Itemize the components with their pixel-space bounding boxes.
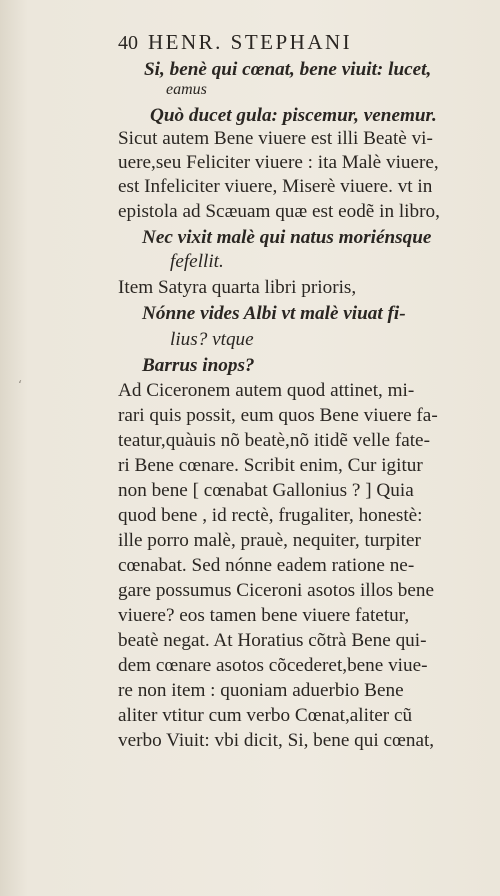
text-line: gare possumus Ciceroni asotos illos bene bbox=[118, 580, 435, 601]
running-head bbox=[118, 30, 458, 55]
text-line: verbo Viuit: vbi dicit, Si, bene qui cœnat, bbox=[118, 730, 435, 751]
verse-line: Barrus inops? bbox=[142, 355, 255, 376]
text-line: Item Satyra quarta libri prioris, bbox=[118, 277, 357, 298]
text-line: epistola ad Scæuam quæ est eodẽ in libro, bbox=[118, 201, 440, 222]
verse-line: Nónne vides Albi vt malè viuat fi- bbox=[142, 303, 406, 324]
text-line: dem cœnare asotos cõcederet,bene viue- bbox=[118, 655, 428, 676]
text-line: beatè negat. At Horatius cõtrà Bene qui- bbox=[118, 630, 427, 651]
text-line: Ad Ciceronem autem quod attinet, mi- bbox=[118, 380, 415, 401]
verse-line: Quò ducet gula: piscemur, venemur. bbox=[150, 105, 437, 126]
text-line: quod bene , id rectè, frugaliter, honestè: bbox=[118, 505, 423, 526]
text-line: uere,seu Feliciter viuere : ita Malè viuere, bbox=[118, 152, 439, 173]
verse-line: eamus bbox=[166, 81, 207, 98]
text-line: est Infeliciter viuere, Miserè viuere. vt in bbox=[118, 176, 433, 197]
text-line: non bene [ cœnabat Gallonius ? ] Quia bbox=[118, 480, 414, 501]
page-number: 40 bbox=[118, 32, 138, 54]
text-line: ille porro malè, prauè, nequiter, turpiter bbox=[118, 530, 421, 551]
verse-line: Si, benè qui cœnat, bene viuit: lucet, bbox=[144, 59, 432, 80]
text-line: rari quis possit, eum quos Bene viuere fa- bbox=[118, 405, 438, 426]
text-line: aliter vtitur cum verbo Cœnat,aliter cũ bbox=[118, 705, 413, 726]
text-line: ri Bene cœnare. Scribit enim, Cur igitur bbox=[118, 455, 423, 476]
text-line: cœnabat. Sed nónne eadem ratione ne- bbox=[118, 555, 415, 576]
text-line: Sicut autem Bene viuere est illi Beatè vi- bbox=[118, 128, 433, 149]
running-title: HENR. STEPHANI bbox=[148, 30, 353, 54]
verse-line: Nec vixit malè qui natus moriénsque bbox=[142, 227, 432, 248]
text-line: teatur,quàuis nõ beatè,nõ itidẽ velle fate- bbox=[118, 430, 430, 451]
text-line: re non item : quoniam aduerbio Bene bbox=[118, 680, 404, 701]
verse-line: lius? vtque bbox=[170, 329, 254, 350]
verse-line: fefellit. bbox=[170, 251, 224, 272]
margin-mark: ‘ bbox=[18, 378, 22, 392]
text-line: viuere? eos tamen bene viuere fatetur, bbox=[118, 605, 410, 626]
